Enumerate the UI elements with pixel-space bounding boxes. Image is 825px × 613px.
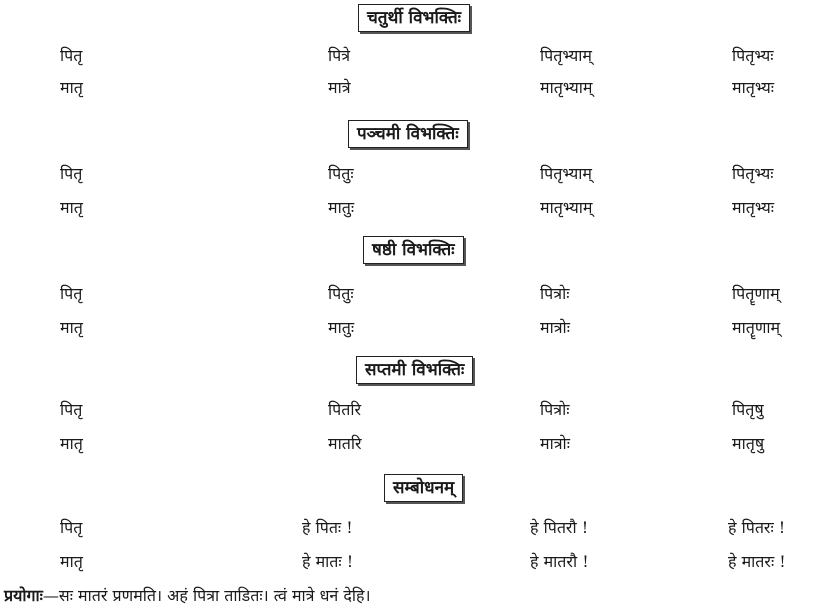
form-singular: पितुः [328, 284, 354, 303]
word-stem: पितृ [60, 400, 83, 419]
form-plural: पितृभ्यः [732, 46, 774, 65]
word-stem: मातृ [60, 318, 83, 337]
form-dual: मात्रोः [540, 318, 570, 337]
form-dual: पितृभ्याम् [540, 164, 593, 183]
table-row [0, 398, 825, 422]
form-singular: मात्रे [328, 78, 351, 97]
section-heading: सप्तमी विभक्तिः [356, 356, 473, 384]
form-plural: पितॄणाम् [732, 284, 780, 303]
word-stem: पितृ [60, 46, 83, 65]
form-dual: हे मातरौ ! [530, 552, 589, 571]
form-dual: हे पितरौ ! [530, 518, 589, 537]
table-row [0, 162, 825, 186]
form-dual: मात्रोः [540, 434, 570, 453]
form-plural: हे पितरः ! [728, 518, 786, 537]
form-plural: मातृषु [732, 434, 765, 453]
usage-dash: — [42, 586, 59, 605]
table-row [0, 516, 825, 540]
table-row [0, 282, 825, 306]
word-stem: मातृ [60, 434, 83, 453]
form-singular: मातुः [328, 198, 355, 217]
form-plural: मातॄणाम् [732, 318, 781, 337]
section-heading: पञ्चमी विभक्तिः [348, 120, 468, 148]
section-heading: चतुर्थी विभक्तिः [358, 4, 470, 32]
form-singular: पितुः [328, 164, 354, 183]
section-heading: षष्ठी विभक्तिः [363, 236, 464, 264]
form-plural: पितृषु [732, 400, 764, 419]
table-row [0, 432, 825, 456]
word-stem: पितृ [60, 284, 83, 303]
table-row [0, 196, 825, 220]
usage-line [4, 584, 371, 608]
form-singular: पितरि [328, 400, 362, 419]
form-plural: मातृभ्यः [732, 198, 775, 217]
form-singular: मातरि [328, 434, 362, 453]
word-stem: मातृ [60, 198, 83, 217]
form-dual: पित्रोः [540, 284, 570, 303]
word-stem: मातृ [60, 78, 83, 97]
usage-text: सः मातरं प्रणमति। अहं पित्रा ताडितः। त्वं मात्रे धनं देहि। [58, 586, 371, 605]
usage-label: प्रयोगाः [4, 586, 43, 605]
form-dual: पितृभ्याम् [540, 46, 593, 65]
form-plural: मातृभ्यः [732, 78, 775, 97]
form-dual: पित्रोः [540, 400, 570, 419]
form-singular: हे पितः ! [302, 518, 353, 537]
section-heading: सम्बोधनम् [384, 474, 463, 502]
table-row [0, 316, 825, 340]
form-singular: हे मातः ! [302, 552, 354, 571]
form-dual: मातृभ्याम् [540, 78, 593, 97]
form-singular: मातुः [328, 318, 355, 337]
word-stem: पितृ [60, 518, 83, 537]
table-row [0, 44, 825, 68]
word-stem: पितृ [60, 164, 83, 183]
form-plural: पितृभ्यः [732, 164, 774, 183]
form-singular: पित्रे [328, 46, 351, 65]
word-stem: मातृ [60, 552, 83, 571]
table-row [0, 550, 825, 574]
form-plural: हे मातरः ! [728, 552, 786, 571]
table-row [0, 76, 825, 100]
form-dual: मातृभ्याम् [540, 198, 593, 217]
